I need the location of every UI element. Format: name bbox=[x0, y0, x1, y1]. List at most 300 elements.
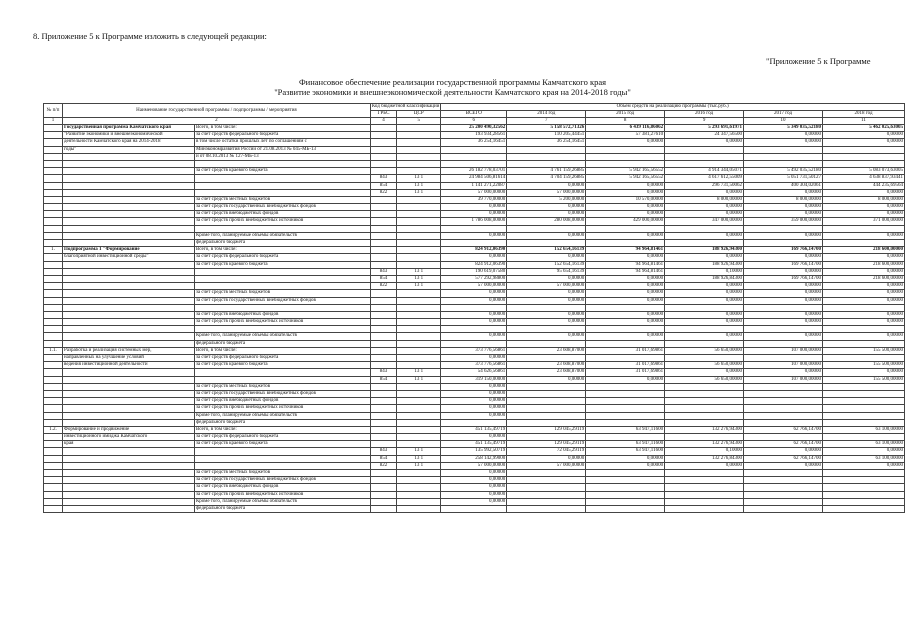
row-year-value: 24 347,56500 bbox=[665, 132, 744, 139]
row-year-value: 94 964,81461 bbox=[586, 268, 665, 275]
row-year-value bbox=[665, 304, 744, 311]
row-year-value: 94 964,81461 bbox=[586, 247, 665, 254]
row-csr-code bbox=[397, 434, 441, 441]
row-year-value bbox=[586, 383, 665, 390]
row-year-value bbox=[744, 405, 823, 412]
row-total-value: 0,00000 bbox=[441, 232, 507, 239]
row-program-name bbox=[62, 196, 194, 203]
row-year-value: 0,00000 bbox=[744, 283, 823, 290]
row-number bbox=[44, 153, 63, 160]
row-csr-code bbox=[397, 405, 441, 412]
row-year-value: 0,00000 bbox=[586, 283, 665, 290]
row-year-value: 0,00000 bbox=[665, 283, 744, 290]
row-grbs-code bbox=[370, 225, 396, 232]
row-year-value bbox=[822, 398, 904, 405]
table-row bbox=[44, 254, 905, 261]
row-csr-code bbox=[397, 247, 441, 254]
row-year-value: 0,00000 bbox=[586, 319, 665, 326]
row-csr-code bbox=[397, 297, 441, 304]
row-number bbox=[44, 254, 63, 261]
row-total-value: 0,00000 bbox=[441, 491, 507, 498]
table-row bbox=[44, 225, 905, 232]
row-number bbox=[44, 304, 63, 311]
row-year-value: 0,00000 bbox=[665, 232, 744, 239]
row-year-value: 129 045,29119 bbox=[507, 441, 586, 448]
row-year-value bbox=[822, 146, 904, 153]
row-program-name bbox=[62, 311, 194, 318]
row-year-value: 0,00000 bbox=[822, 311, 904, 318]
table-row bbox=[44, 477, 905, 484]
row-year-value bbox=[586, 304, 665, 311]
row-year-value: 155 500,00000 bbox=[822, 362, 904, 369]
row-funding-source: и от 08.10.2013 № 127-МБ-13 bbox=[194, 153, 370, 160]
table-row bbox=[44, 153, 905, 160]
row-total-value: 0,00000 bbox=[441, 204, 507, 211]
table-row bbox=[44, 369, 905, 376]
row-year-value bbox=[586, 160, 665, 167]
row-funding-source: за счет средств краевого бюджета bbox=[194, 441, 370, 448]
row-csr-code bbox=[397, 290, 441, 297]
row-total-value: 0,00000 bbox=[441, 412, 507, 419]
row-year-value bbox=[665, 405, 744, 412]
row-year-value: 0,00000 bbox=[822, 462, 904, 469]
row-year-value bbox=[744, 383, 823, 390]
row-program-name bbox=[62, 204, 194, 211]
row-program-name bbox=[62, 376, 194, 383]
row-program-name bbox=[62, 491, 194, 498]
row-year-value bbox=[665, 153, 744, 160]
row-program-name bbox=[62, 340, 194, 347]
row-program-name: Государственная программа Камчатского края bbox=[62, 125, 194, 132]
row-year-value: 5 942 165,56552 bbox=[586, 168, 665, 175]
row-year-value: 0,10000 bbox=[665, 268, 744, 275]
row-year-value: 169 766,14700 bbox=[744, 261, 823, 268]
row-year-value bbox=[665, 434, 744, 441]
header-num: № п/п bbox=[44, 104, 63, 118]
row-grbs-code bbox=[370, 146, 396, 153]
row-total-value: 54 626,56861 bbox=[441, 369, 507, 376]
row-total-value: 0,00000 bbox=[441, 319, 507, 326]
row-year-value: 5 942 165,56552 bbox=[586, 175, 665, 182]
row-year-value: 4 704 159,26885 bbox=[507, 175, 586, 182]
row-year-value bbox=[665, 340, 744, 347]
row-year-value bbox=[665, 383, 744, 390]
row-year-value: 0,00000 bbox=[744, 448, 823, 455]
col-index: 1 bbox=[44, 118, 63, 125]
row-program-name bbox=[62, 304, 194, 311]
row-year-value: 188 926,94300 bbox=[665, 261, 744, 268]
row-year-value: 400 304,02061 bbox=[744, 182, 823, 189]
row-funding-source bbox=[194, 268, 370, 275]
row-number bbox=[44, 275, 63, 282]
row-number bbox=[44, 326, 63, 333]
row-funding-source bbox=[194, 189, 370, 196]
row-total-value: 0,00000 bbox=[441, 434, 507, 441]
row-csr-code bbox=[397, 347, 441, 354]
row-grbs-code bbox=[370, 441, 396, 448]
row-year-value: 57 000,00000 bbox=[507, 462, 586, 469]
row-funding-source: за счет средств местных бюджетов bbox=[194, 196, 370, 203]
row-grbs-code bbox=[370, 355, 396, 362]
row-number bbox=[44, 369, 63, 376]
row-csr-code bbox=[397, 225, 441, 232]
row-csr-code bbox=[397, 218, 441, 225]
row-program-name bbox=[62, 240, 194, 247]
row-number bbox=[44, 484, 63, 491]
row-csr-code: 13 1 bbox=[397, 189, 441, 196]
row-grbs-code bbox=[370, 390, 396, 397]
row-number bbox=[44, 225, 63, 232]
row-year-value bbox=[665, 326, 744, 333]
row-year-value bbox=[744, 398, 823, 405]
table-row bbox=[44, 362, 905, 369]
row-year-value: 0,00000 bbox=[744, 132, 823, 139]
row-year-value: 5 083 073,63005 bbox=[822, 168, 904, 175]
row-year-value bbox=[822, 498, 904, 505]
row-csr-code bbox=[397, 146, 441, 153]
table-row bbox=[44, 218, 905, 225]
row-year-value bbox=[744, 240, 823, 247]
row-csr-code bbox=[397, 484, 441, 491]
row-total-value bbox=[441, 505, 507, 512]
row-year-value bbox=[507, 434, 586, 441]
row-csr-code bbox=[397, 261, 441, 268]
row-grbs-code bbox=[370, 347, 396, 354]
row-year-value: 0,00000 bbox=[507, 182, 586, 189]
row-year-value: 95 654,16139 bbox=[507, 268, 586, 275]
row-year-value: 0,00000 bbox=[507, 319, 586, 326]
row-program-name: края bbox=[62, 441, 194, 448]
row-funding-source: за счет средств федерального бюджета bbox=[194, 254, 370, 261]
row-total-value: 0,00000 bbox=[441, 484, 507, 491]
row-total-value: 1 141 271,22087 bbox=[441, 182, 507, 189]
table-row bbox=[44, 125, 905, 132]
row-year-value bbox=[744, 491, 823, 498]
table-row bbox=[44, 146, 905, 153]
row-year-value: 0,00000 bbox=[744, 268, 823, 275]
row-year-value: 169 766,14700 bbox=[744, 275, 823, 282]
row-program-name bbox=[62, 319, 194, 326]
col-index: 10 bbox=[744, 118, 823, 125]
row-year-value: 8 000,00000 bbox=[665, 196, 744, 203]
row-year-value bbox=[586, 434, 665, 441]
row-csr-code bbox=[397, 168, 441, 175]
row-year-value: 0,00000 bbox=[822, 211, 904, 218]
row-csr-code bbox=[397, 153, 441, 160]
row-year-value: 0,00000 bbox=[744, 297, 823, 304]
table-row bbox=[44, 311, 905, 318]
row-number bbox=[44, 355, 63, 362]
header-year: 2016 год bbox=[665, 111, 744, 118]
row-funding-source: за счет средств внебюджетных фондов bbox=[194, 484, 370, 491]
row-total-value bbox=[441, 340, 507, 347]
col-index: 9 bbox=[665, 118, 744, 125]
row-total-value: 577 292,98800 bbox=[441, 275, 507, 282]
col-index: 4 bbox=[370, 118, 396, 125]
row-number bbox=[44, 175, 63, 182]
col-index: 8 bbox=[586, 118, 665, 125]
row-year-value bbox=[665, 398, 744, 405]
row-grbs-code: 843 bbox=[370, 268, 396, 275]
row-total-value: 0,00000 bbox=[441, 405, 507, 412]
row-number bbox=[44, 362, 63, 369]
row-number bbox=[44, 189, 63, 196]
row-year-value: 0,00000 bbox=[586, 189, 665, 196]
header-csr: ЦСР bbox=[397, 111, 441, 118]
row-year-value: 0,00000 bbox=[665, 290, 744, 297]
row-number bbox=[44, 182, 63, 189]
row-program-name: Формирование и продвижение bbox=[62, 426, 194, 433]
row-year-value: 0,00000 bbox=[586, 204, 665, 211]
row-program-name bbox=[62, 405, 194, 412]
row-csr-code bbox=[397, 362, 441, 369]
row-number bbox=[44, 211, 63, 218]
row-year-value bbox=[586, 326, 665, 333]
table-row bbox=[44, 175, 905, 182]
row-total-value: 373 776,56861 bbox=[441, 347, 507, 354]
table-row bbox=[44, 189, 905, 196]
row-year-value bbox=[822, 160, 904, 167]
row-year-value bbox=[507, 470, 586, 477]
row-csr-code bbox=[397, 139, 441, 146]
row-program-name: "Развитие экономики и внешнеэкономической bbox=[62, 132, 194, 139]
row-year-value: 5 293 691,61971 bbox=[665, 125, 744, 132]
row-program-name bbox=[62, 477, 194, 484]
row-total-value bbox=[441, 146, 507, 153]
row-year-value bbox=[822, 491, 904, 498]
row-year-value bbox=[665, 160, 744, 167]
row-year-value bbox=[507, 326, 586, 333]
row-grbs-code bbox=[370, 470, 396, 477]
row-program-name bbox=[62, 412, 194, 419]
row-year-value bbox=[507, 304, 586, 311]
table-row bbox=[44, 405, 905, 412]
row-year-value: 0,00000 bbox=[586, 311, 665, 318]
row-number bbox=[44, 477, 63, 484]
row-year-value: 107 000,00000 bbox=[744, 362, 823, 369]
row-program-name: Подпрограмма 1 "Формирование bbox=[62, 247, 194, 254]
row-year-value: 0,00000 bbox=[822, 204, 904, 211]
row-year-value: 110 205,44451 bbox=[507, 132, 586, 139]
row-csr-code: 13 1 bbox=[397, 376, 441, 383]
row-csr-code bbox=[397, 491, 441, 498]
row-year-value: 5 200,00000 bbox=[507, 196, 586, 203]
row-funding-source bbox=[194, 376, 370, 383]
row-year-value bbox=[507, 160, 586, 167]
row-year-value bbox=[744, 146, 823, 153]
row-program-name bbox=[62, 182, 194, 189]
row-csr-code: 13 1 bbox=[397, 283, 441, 290]
row-program-name bbox=[62, 268, 194, 275]
row-year-value: 0,00000 bbox=[586, 232, 665, 239]
row-year-value: 0,00000 bbox=[744, 189, 823, 196]
table-row bbox=[44, 326, 905, 333]
table-row bbox=[44, 426, 905, 433]
row-grbs-code bbox=[370, 132, 396, 139]
row-program-name bbox=[62, 505, 194, 512]
financing-table bbox=[43, 103, 905, 513]
row-number bbox=[44, 441, 63, 448]
row-funding-source: за счет средств государственных внебюджетных фондов bbox=[194, 297, 370, 304]
row-year-value bbox=[507, 383, 586, 390]
header-grbs: ГРБС bbox=[370, 111, 396, 118]
row-year-value: 0,00000 bbox=[507, 211, 586, 218]
row-grbs-code bbox=[370, 139, 396, 146]
row-year-value bbox=[507, 240, 586, 247]
row-funding-source bbox=[194, 462, 370, 469]
row-year-value: 63 100,00000 bbox=[822, 441, 904, 448]
row-year-value: 0,00000 bbox=[822, 297, 904, 304]
row-year-value bbox=[586, 240, 665, 247]
row-year-value: 56 650,00000 bbox=[665, 376, 744, 383]
row-number bbox=[44, 398, 63, 405]
table-row bbox=[44, 290, 905, 297]
row-year-value bbox=[507, 498, 586, 505]
row-year-value: 0,00000 bbox=[665, 462, 744, 469]
row-number bbox=[44, 498, 63, 505]
col-index: 7 bbox=[507, 118, 586, 125]
row-csr-code: 13 1 bbox=[397, 455, 441, 462]
row-year-value: 0,00000 bbox=[665, 189, 744, 196]
row-grbs-code bbox=[370, 434, 396, 441]
row-number bbox=[44, 383, 63, 390]
row-total-value: 824 912,06390 bbox=[441, 261, 507, 268]
row-year-value: 0,00000 bbox=[586, 182, 665, 189]
row-year-value: 371 000,00000 bbox=[822, 218, 904, 225]
row-number: 1. bbox=[44, 247, 63, 254]
row-year-value: 0,00000 bbox=[822, 448, 904, 455]
row-year-value: 0,00000 bbox=[665, 319, 744, 326]
row-year-value: 0,00000 bbox=[586, 290, 665, 297]
row-total-value bbox=[441, 240, 507, 247]
row-funding-source: Кроме того, планируемые объемы обязательств bbox=[194, 412, 370, 419]
row-year-value bbox=[507, 405, 586, 412]
row-funding-source bbox=[194, 455, 370, 462]
row-year-value bbox=[586, 484, 665, 491]
row-funding-source: за счет средств местных бюджетов bbox=[194, 383, 370, 390]
row-funding-source: за счет средств прочих внебюджетных источников bbox=[194, 218, 370, 225]
table-row bbox=[44, 319, 905, 326]
row-number bbox=[44, 405, 63, 412]
table-row bbox=[44, 232, 905, 239]
row-year-value bbox=[507, 225, 586, 232]
row-year-value bbox=[822, 326, 904, 333]
row-year-value: 63 947,11600 bbox=[586, 426, 665, 433]
row-funding-source bbox=[194, 369, 370, 376]
row-year-value: 347 000,00000 bbox=[665, 218, 744, 225]
row-grbs-code: 843 bbox=[370, 175, 396, 182]
row-csr-code bbox=[397, 470, 441, 477]
row-year-value bbox=[507, 505, 586, 512]
row-csr-code bbox=[397, 412, 441, 419]
intro-text: 8. Приложение 5 к Программе изложить в следующей редакции: bbox=[33, 31, 267, 41]
row-year-value bbox=[586, 225, 665, 232]
col-index: 6 bbox=[441, 118, 507, 125]
row-year-value: 0,00000 bbox=[507, 204, 586, 211]
row-funding-source: за счет средств государственных внебюджетных фондов bbox=[194, 204, 370, 211]
row-year-value: 0,00000 bbox=[744, 319, 823, 326]
row-funding-source: в том числе остатки прошлых лет по соглашениям с bbox=[194, 139, 370, 146]
row-program-name: ведения инвестиционной деятельности bbox=[62, 362, 194, 369]
row-number bbox=[44, 261, 63, 268]
row-funding-source bbox=[194, 304, 370, 311]
row-year-value: 36 254,16451 bbox=[507, 139, 586, 146]
row-total-value: 0,00000 bbox=[441, 290, 507, 297]
row-year-value bbox=[586, 355, 665, 362]
row-number bbox=[44, 376, 63, 383]
row-funding-source: федерального бюджета bbox=[194, 340, 370, 347]
row-number bbox=[44, 470, 63, 477]
row-total-value bbox=[441, 326, 507, 333]
row-year-value: 0,00000 bbox=[744, 333, 823, 340]
row-year-value: 0,00000 bbox=[586, 211, 665, 218]
row-csr-code bbox=[397, 326, 441, 333]
row-csr-code: 13 1 bbox=[397, 462, 441, 469]
row-total-value bbox=[441, 225, 507, 232]
row-year-value bbox=[744, 160, 823, 167]
row-year-value bbox=[665, 491, 744, 498]
row-year-value bbox=[507, 146, 586, 153]
row-total-value: 39 770,00000 bbox=[441, 196, 507, 203]
row-funding-source: за счет средств федерального бюджета bbox=[194, 434, 370, 441]
row-year-value: 0,00000 bbox=[744, 232, 823, 239]
row-total-value: 1 786 008,00000 bbox=[441, 218, 507, 225]
row-year-value: 57 000,00000 bbox=[507, 283, 586, 290]
row-year-value: 56 650,00000 bbox=[665, 362, 744, 369]
row-grbs-code bbox=[370, 383, 396, 390]
row-year-value: 0,00000 bbox=[586, 462, 665, 469]
table-row bbox=[44, 211, 905, 218]
row-grbs-code: 854 bbox=[370, 455, 396, 462]
row-year-value: 0,00000 bbox=[822, 132, 904, 139]
row-year-value bbox=[744, 225, 823, 232]
row-total-value: 373 776,56861 bbox=[441, 362, 507, 369]
row-grbs-code bbox=[370, 218, 396, 225]
row-number bbox=[44, 412, 63, 419]
row-csr-code bbox=[397, 254, 441, 261]
row-program-name bbox=[62, 153, 194, 160]
row-year-value bbox=[822, 225, 904, 232]
row-year-value bbox=[822, 434, 904, 441]
table-row bbox=[44, 462, 905, 469]
header-year: 2017 год bbox=[744, 111, 823, 118]
row-csr-code: 13 1 bbox=[397, 182, 441, 189]
row-total-value: 0,00000 bbox=[441, 355, 507, 362]
row-grbs-code bbox=[370, 254, 396, 261]
row-program-name bbox=[62, 225, 194, 232]
row-year-value: 0,00000 bbox=[507, 254, 586, 261]
row-year-value bbox=[665, 225, 744, 232]
row-year-value bbox=[507, 419, 586, 426]
row-year-value bbox=[586, 470, 665, 477]
row-year-value bbox=[665, 477, 744, 484]
row-year-value bbox=[822, 340, 904, 347]
row-funding-source bbox=[194, 283, 370, 290]
table-row bbox=[44, 132, 905, 139]
row-grbs-code bbox=[370, 340, 396, 347]
row-year-value bbox=[586, 419, 665, 426]
row-year-value bbox=[744, 498, 823, 505]
row-grbs-code bbox=[370, 362, 396, 369]
row-funding-source: за счет средств государственных внебюджетных фондов bbox=[194, 390, 370, 397]
header-name: Наименование государственной программы / подпрограммы / мероприятия bbox=[62, 104, 370, 118]
row-funding-source: за счет средств внебюджетных фондов bbox=[194, 211, 370, 218]
row-grbs-code bbox=[370, 419, 396, 426]
row-grbs-code: 843 bbox=[370, 369, 396, 376]
row-total-value: 0,00000 bbox=[441, 211, 507, 218]
row-total-value: 0,00000 bbox=[441, 477, 507, 484]
row-grbs-code bbox=[370, 491, 396, 498]
